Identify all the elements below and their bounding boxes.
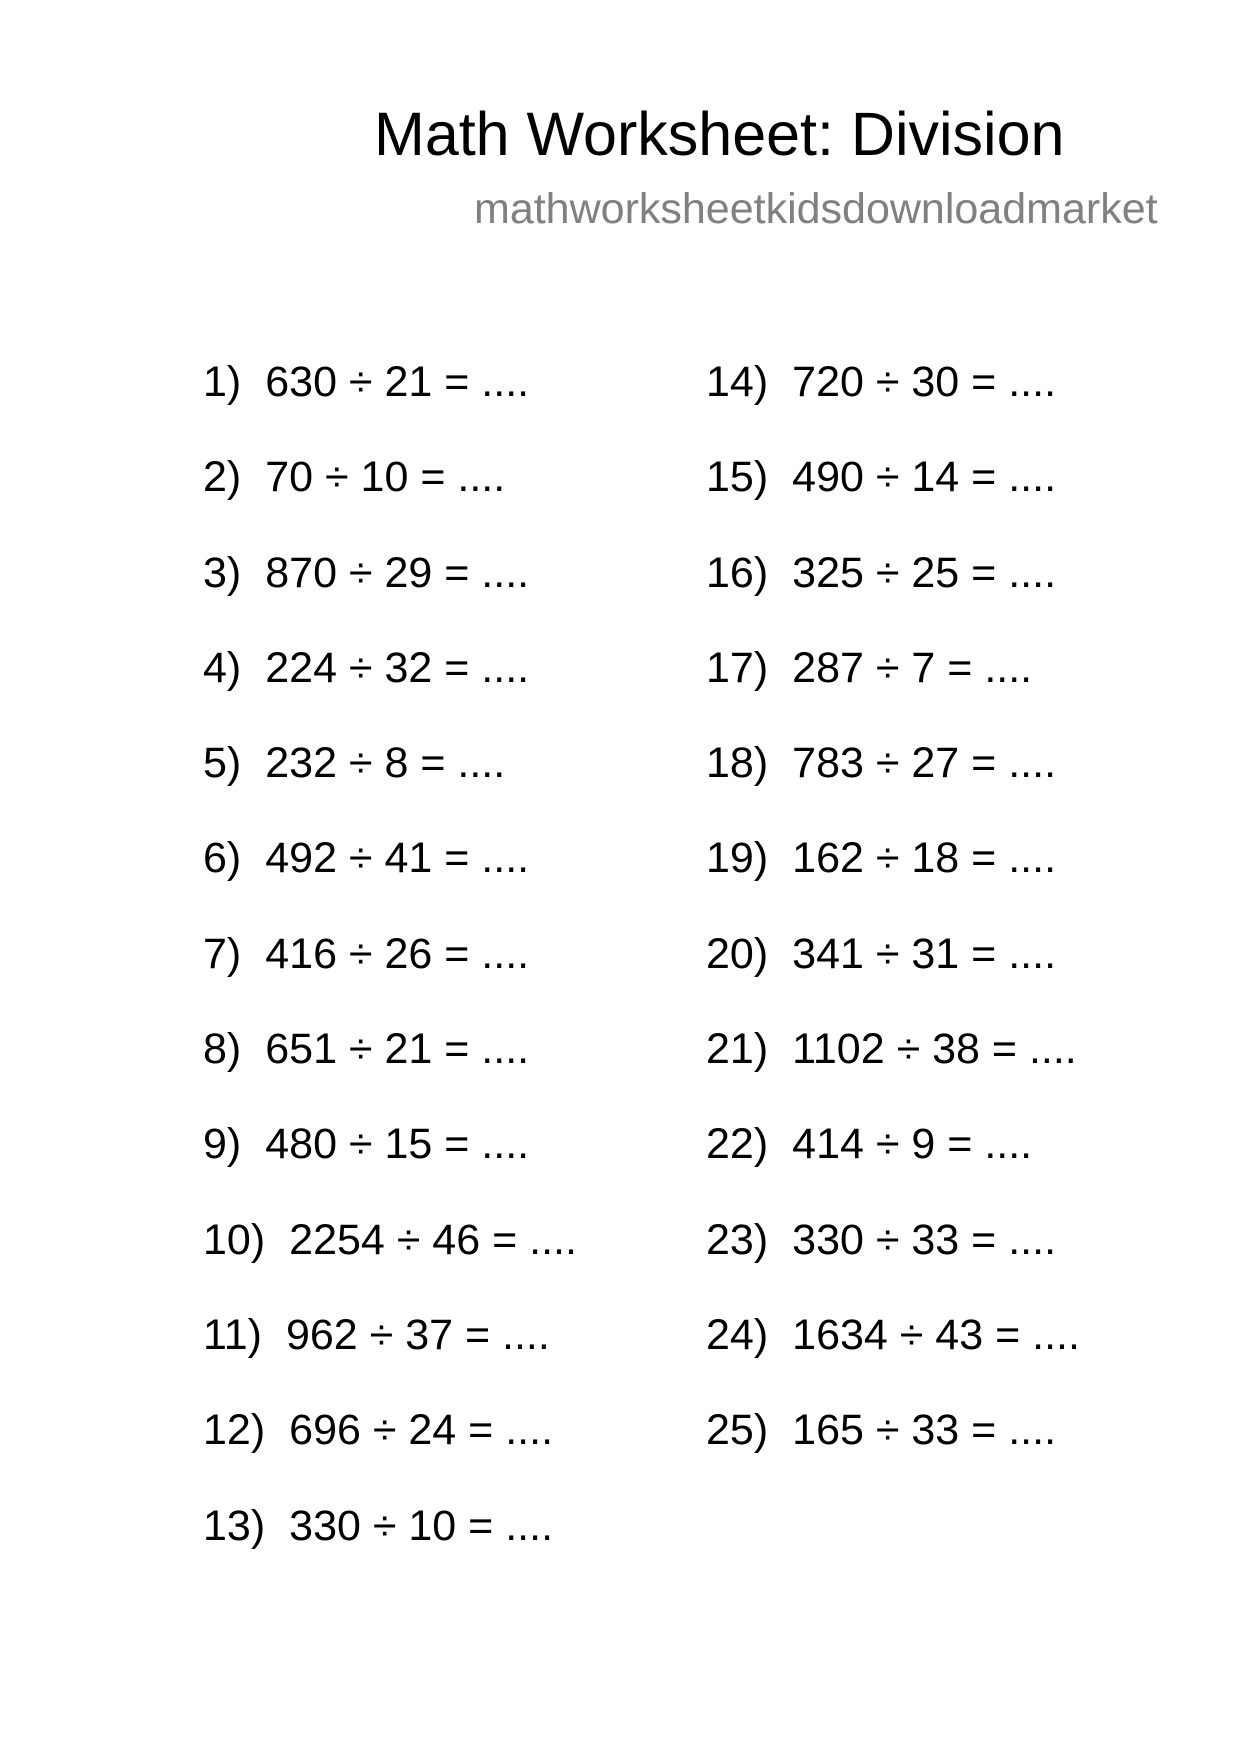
problem-expression: 962 ÷ 37 = ....	[285, 1310, 550, 1359]
problem-expression: 162 ÷ 18 = ....	[792, 834, 1057, 883]
problem-expression: 287 ÷ 7 = ....	[792, 643, 1033, 692]
problem-item	[706, 811, 1080, 906]
problem-expression: 341 ÷ 31 = ....	[792, 929, 1057, 978]
problem-number: 4)	[203, 643, 242, 692]
problem-item	[706, 526, 1080, 621]
problem-number: 12)	[203, 1406, 266, 1455]
problem-number: 2)	[203, 453, 242, 502]
problem-item	[203, 430, 577, 525]
problem-number: 8)	[203, 1025, 242, 1074]
problem-item	[203, 1383, 577, 1478]
problem-number: 1)	[203, 358, 242, 406]
problem-expression: 414 ÷ 9 = ....	[792, 1120, 1033, 1169]
problem-expression: 870 ÷ 29 = ....	[265, 548, 530, 597]
problem-item	[706, 335, 1080, 430]
problem-expression: 480 ÷ 15 = ....	[265, 1120, 530, 1169]
problem-item	[203, 811, 577, 906]
problem-number: 11)	[203, 1310, 262, 1359]
problem-expression: 1634 ÷ 43 = ....	[792, 1310, 1080, 1359]
problem-number: 15)	[706, 453, 769, 502]
problem-number: 25)	[706, 1406, 769, 1455]
problem-expression: 330 ÷ 33 = ....	[792, 1215, 1057, 1264]
problem-item	[706, 621, 1080, 716]
problem-item	[203, 716, 577, 811]
problems-right-column	[706, 335, 1080, 1479]
problem-item	[203, 1097, 577, 1192]
problem-number: 10)	[203, 1215, 266, 1264]
problem-expression: 783 ÷ 27 = ....	[792, 739, 1057, 788]
problem-item	[203, 1002, 577, 1097]
problem-number: 20)	[706, 929, 769, 978]
problem-number: 18)	[706, 739, 769, 788]
problem-expression: 696 ÷ 24 = ....	[289, 1406, 554, 1455]
problem-expression: 330 ÷ 10 = ....	[289, 1501, 554, 1550]
problem-item	[203, 1193, 577, 1288]
problem-number: 16)	[706, 548, 769, 597]
problem-expression: 325 ÷ 25 = ....	[792, 548, 1057, 597]
problem-number: 7)	[203, 929, 242, 978]
problem-expression: 630 ÷ 21 = ....	[265, 358, 530, 406]
problem-expression: 492 ÷ 41 = ....	[265, 834, 530, 883]
problem-item	[706, 1383, 1080, 1478]
problem-number: 6)	[203, 834, 242, 883]
problem-item	[203, 621, 577, 716]
problem-expression: 720 ÷ 30 = ....	[792, 358, 1057, 406]
problem-item	[706, 907, 1080, 1002]
problem-item	[203, 335, 577, 430]
problem-expression: 1102 ÷ 38 = ....	[792, 1025, 1077, 1074]
problem-number: 14)	[706, 358, 769, 406]
problem-item	[706, 1097, 1080, 1192]
problem-expression: 70 ÷ 10 = ....	[265, 453, 506, 502]
problem-item	[706, 1002, 1080, 1097]
problem-number: 19)	[706, 834, 769, 883]
problem-number: 24)	[706, 1310, 769, 1359]
problem-number: 17)	[706, 643, 769, 692]
problem-expression: 2254 ÷ 46 = ....	[289, 1215, 577, 1264]
problem-number: 9)	[203, 1120, 242, 1169]
problem-item	[203, 526, 577, 621]
problems-left-column	[203, 335, 577, 1574]
problem-number: 3)	[203, 548, 242, 597]
problem-expression: 490 ÷ 14 = ....	[792, 453, 1057, 502]
problem-number: 21)	[706, 1025, 769, 1074]
problem-item	[203, 1288, 577, 1383]
problem-expression: 416 ÷ 26 = ....	[265, 929, 530, 978]
problem-item	[706, 1193, 1080, 1288]
problem-expression: 232 ÷ 8 = ....	[265, 739, 506, 788]
problem-item	[706, 430, 1080, 525]
problem-number: 5)	[203, 739, 242, 788]
worksheet-title: Math Worksheet: Division	[374, 100, 1065, 168]
problem-number: 23)	[706, 1215, 769, 1264]
problem-expression: 651 ÷ 21 = ....	[265, 1025, 530, 1074]
problem-number: 22)	[706, 1120, 769, 1169]
problem-number: 13)	[203, 1501, 266, 1550]
problem-expression: 165 ÷ 33 = ....	[792, 1406, 1057, 1455]
problem-item	[706, 716, 1080, 811]
problem-item	[203, 907, 577, 1002]
worksheet-subtitle: mathworksheetkidsdownloadmarket	[474, 185, 1158, 233]
problem-expression: 224 ÷ 32 = ....	[265, 643, 530, 692]
problem-item	[706, 1288, 1080, 1383]
problem-item	[203, 1479, 577, 1574]
